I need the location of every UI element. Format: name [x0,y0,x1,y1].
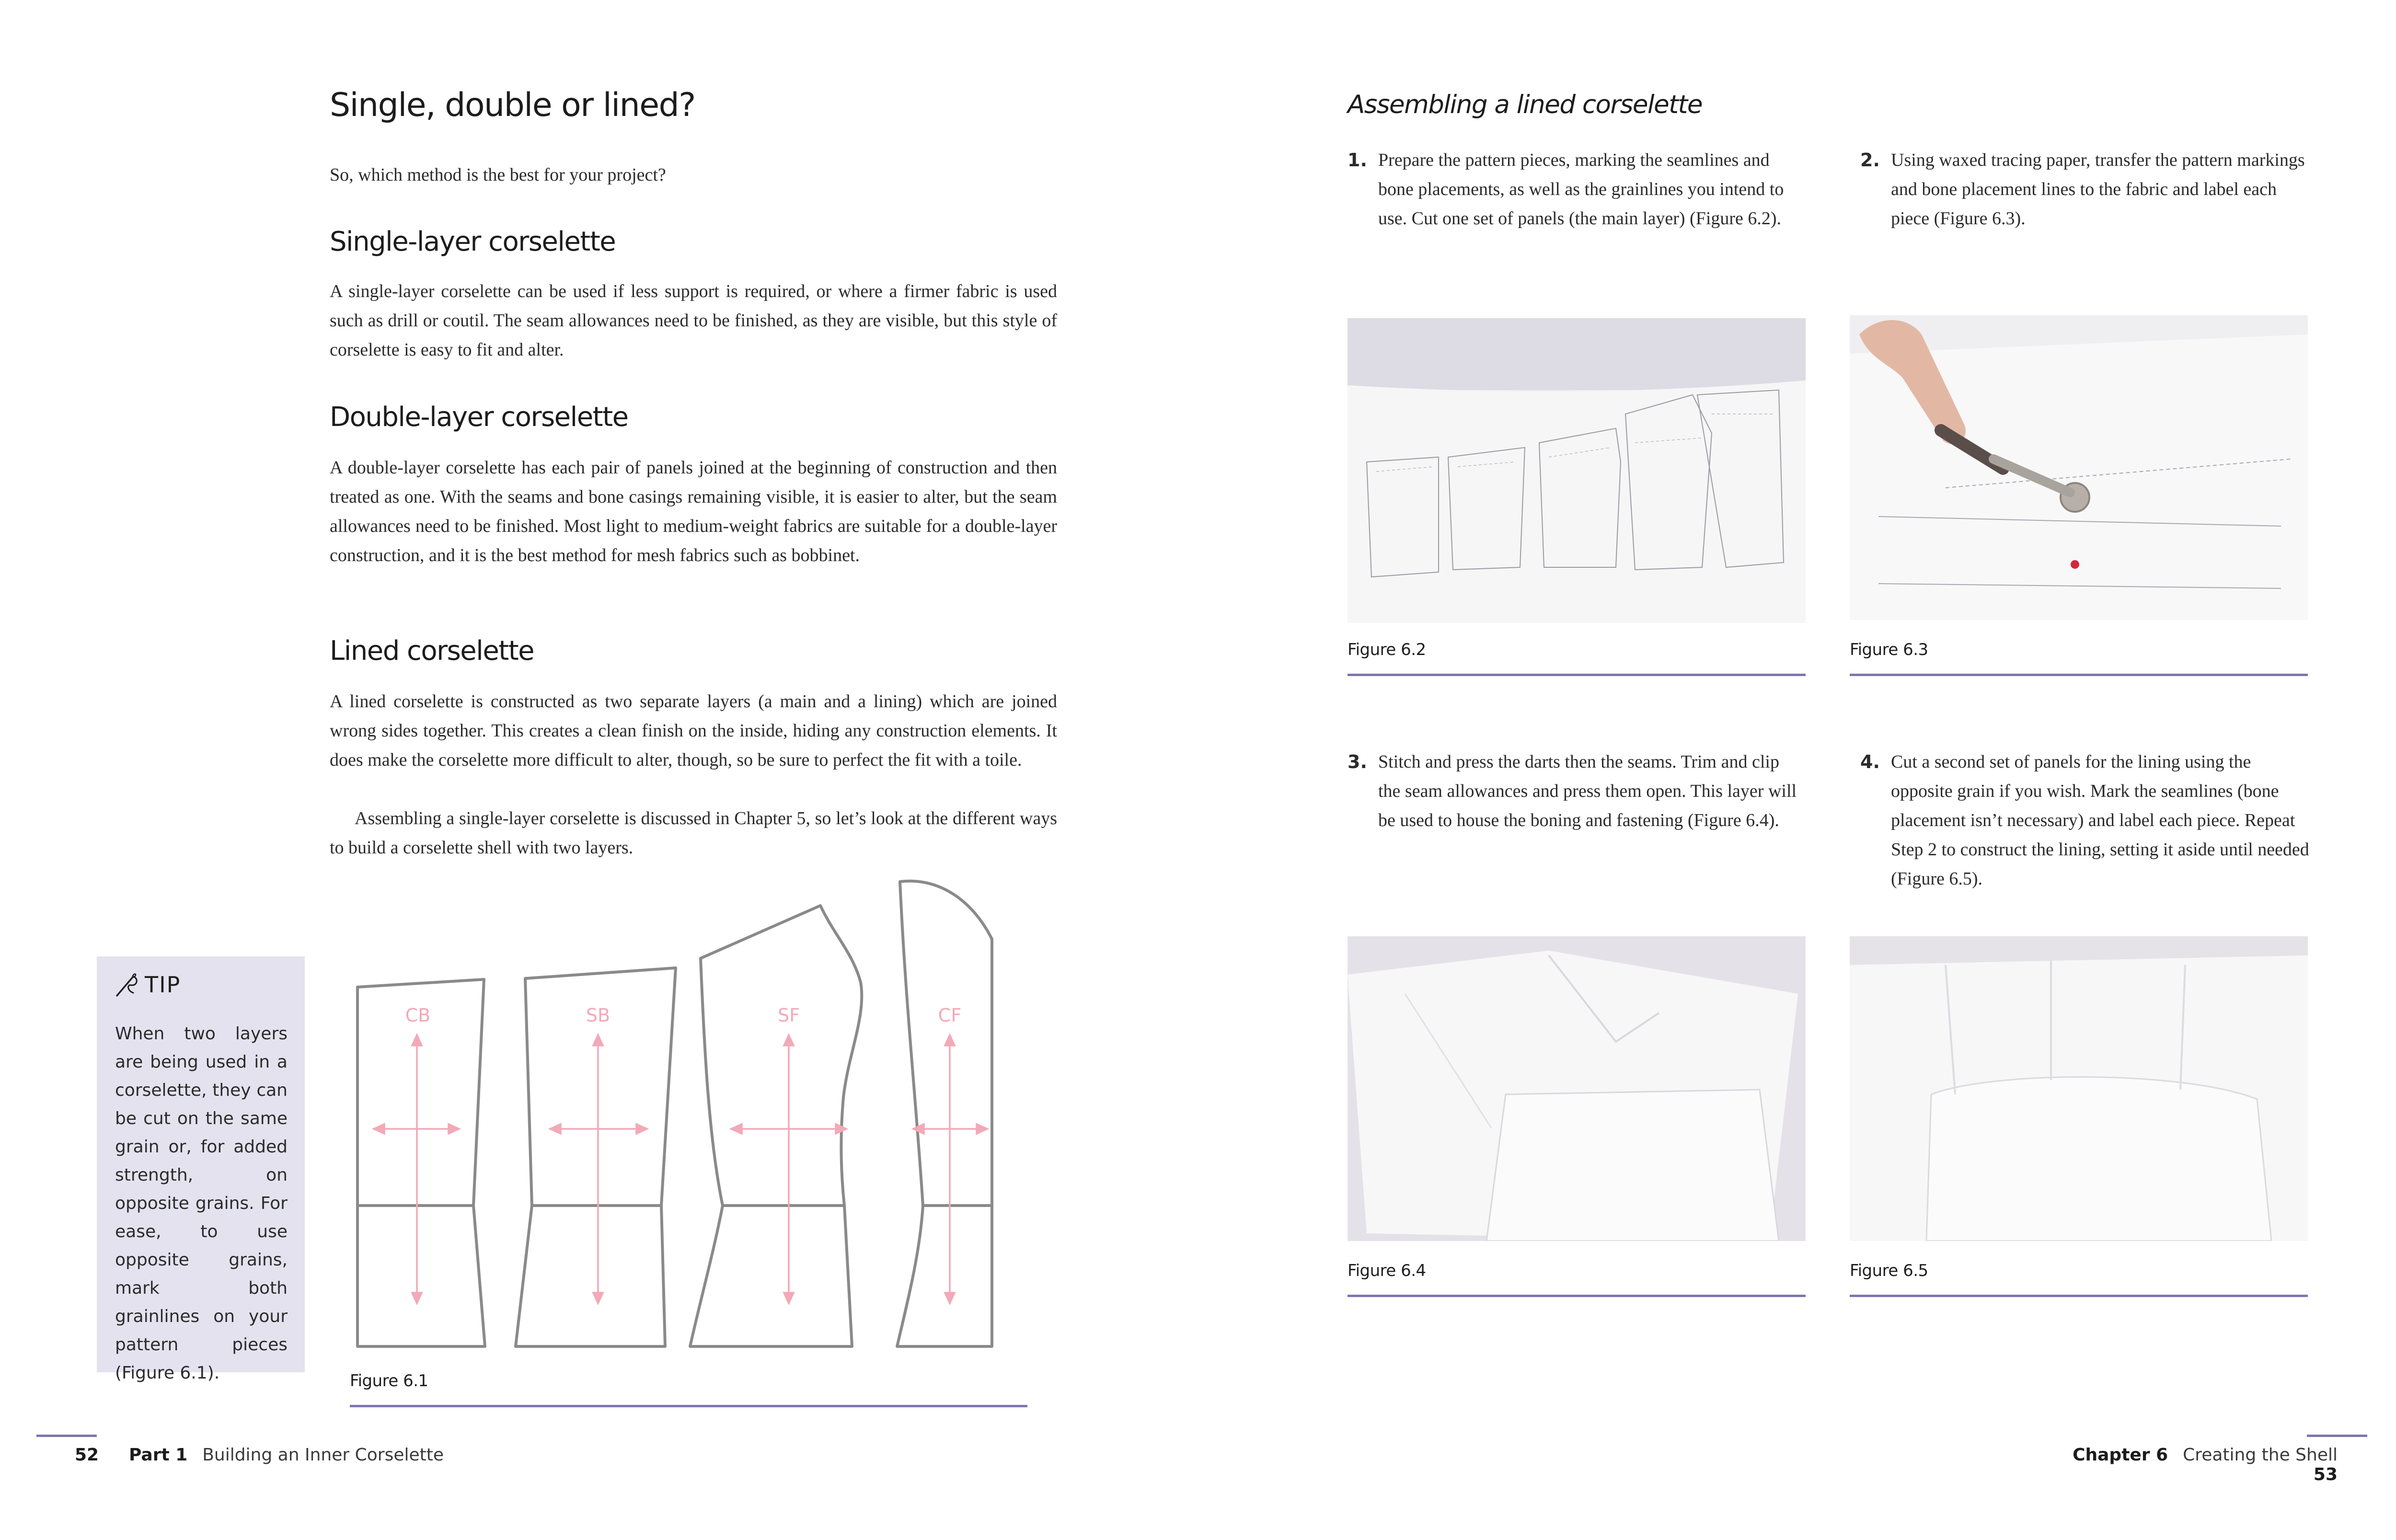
footer-rule-left [36,1435,97,1437]
step-text: Stitch and press the darts then the seams. Trim and clip the seam allowances and press them open. This layer will be used to house the boning and fastening (Figure 6.4). [1378,752,1797,830]
page-number-left: 52 [75,1445,99,1465]
step-number: 3. [1348,751,1367,772]
step-text: Prepare the pattern pieces, marking the seamlines and bone placements, as well as the grainlines you intend to use. Cut one set of panels (the main layer) (Figure 6.2). [1378,150,1784,229]
figure-6-2-photo [1348,318,1806,623]
footer-part-title: Building an Inner Corselette [202,1445,444,1465]
section-heading-lined: Lined corselette [330,635,534,667]
section-paragraph-single-layer: A single-layer corselette can be used if less support is required, or where a firmer fabric is used such as drill or coutil. The seam allowances need to be finished, as they are visible, but this style of corselette is easy to fit and alter. [330,281,1057,360]
step-number: 2. [1860,149,1880,171]
step-text: Using waxed tracing paper, transfer the pattern markings and bone placement lines to the fabric and label each piece (Figure 6.3). [1891,150,2305,229]
figure-rule-6-1 [350,1405,1027,1407]
panel-label-cb: CB [405,1005,431,1026]
section-heading-single-layer: Single-layer corselette [330,226,616,257]
footer-rule-right [2307,1435,2367,1437]
page-number-right: 53 [2313,1465,2338,1484]
step-4 [1860,747,2311,894]
section-paragraph-double-layer: A double-layer corselette has each pair of panels joined at the beginning of construction and then treated as one. With the seams and bone casings remaining visible, it is easier to alter, but the seam allowances need to be finished. Most light to medium-weight fabrics are suitable for a double-layer construction, and it is the best method for mesh fabrics such as bobbinet. [330,458,1057,565]
footer-left [75,1445,444,1465]
pattern-panel-cf [897,881,992,1346]
footer-right [2061,1445,2338,1484]
tip-heading [114,972,181,998]
footer-chapter-title: Creating the Shell [2183,1445,2338,1465]
step-text: Cut a second set of panels for the lining using the opposite grain if you wish. Mark the seamlines (bone placement isn’t necessary) and label each piece. Repeat Step 2 to construct the lining, setting it aside until needed (Figure 6.5). [1891,752,2309,889]
figure-rule-6-5 [1850,1295,2308,1297]
figure-caption-6-3: Figure 6.3 [1850,640,1928,659]
figure-rule-6-4 [1348,1295,1806,1297]
figure-rule-6-2 [1348,674,1806,676]
figure-6-4-photo [1348,936,1806,1241]
panel-label-cf: CF [938,1005,962,1026]
footer-part-label: Part 1 [129,1445,188,1465]
pattern-pieces-diagram [335,872,1045,1361]
section-heading-double-layer: Double-layer corselette [330,402,628,433]
figure-caption-6-1: Figure 6.1 [350,1371,428,1391]
pattern-panel-cb [357,979,485,1346]
step-1 [1348,146,1806,233]
figure-6-5-photo [1850,936,2308,1241]
sewing-needle-icon [114,972,140,998]
figure-caption-6-4: Figure 6.4 [1348,1261,1426,1280]
panel-label-sf: SF [778,1005,800,1026]
right-page-title: Assembling a lined corselette [1348,90,1702,119]
tip-title: TIP [145,972,181,998]
page-title: Single, double or lined? [330,86,695,124]
intro-paragraph: So, which method is the best for your project? [330,165,666,185]
step-3 [1348,747,1806,835]
tip-text: When two layers are being used in a corselette, they can be cut on the same grain or, for added strength, on opposite grains. For ease, to use opposite grains, mark both grainlines on your pattern pieces (Figure 6.1). [115,1024,288,1383]
step-2 [1860,146,2311,233]
panel-label-sb: SB [586,1005,611,1026]
figure-rule-6-3 [1850,674,2308,676]
section-paragraph-lined-continued: Assembling a single-layer corselette is discussed in Chapter 5, so let’s look at the different ways to build a corselette shell with two layers. [330,808,1057,858]
section-paragraph-lined: A lined corselette is constructed as two separate layers (a main and a lining) which are joined wrong sides together. This creates a clean finish on the inside, hiding any construction elements. It does make the corselette more difficult to alter, though, so be sure to perfect the fit with a toile. [330,691,1057,770]
figure-caption-6-5: Figure 6.5 [1850,1261,1928,1280]
step-number: 4. [1860,751,1880,772]
figure-caption-6-2: Figure 6.2 [1348,640,1426,659]
step-number: 1. [1348,149,1367,171]
figure-6-3-photo [1850,315,2308,620]
footer-chapter-label: Chapter 6 [2073,1445,2168,1465]
